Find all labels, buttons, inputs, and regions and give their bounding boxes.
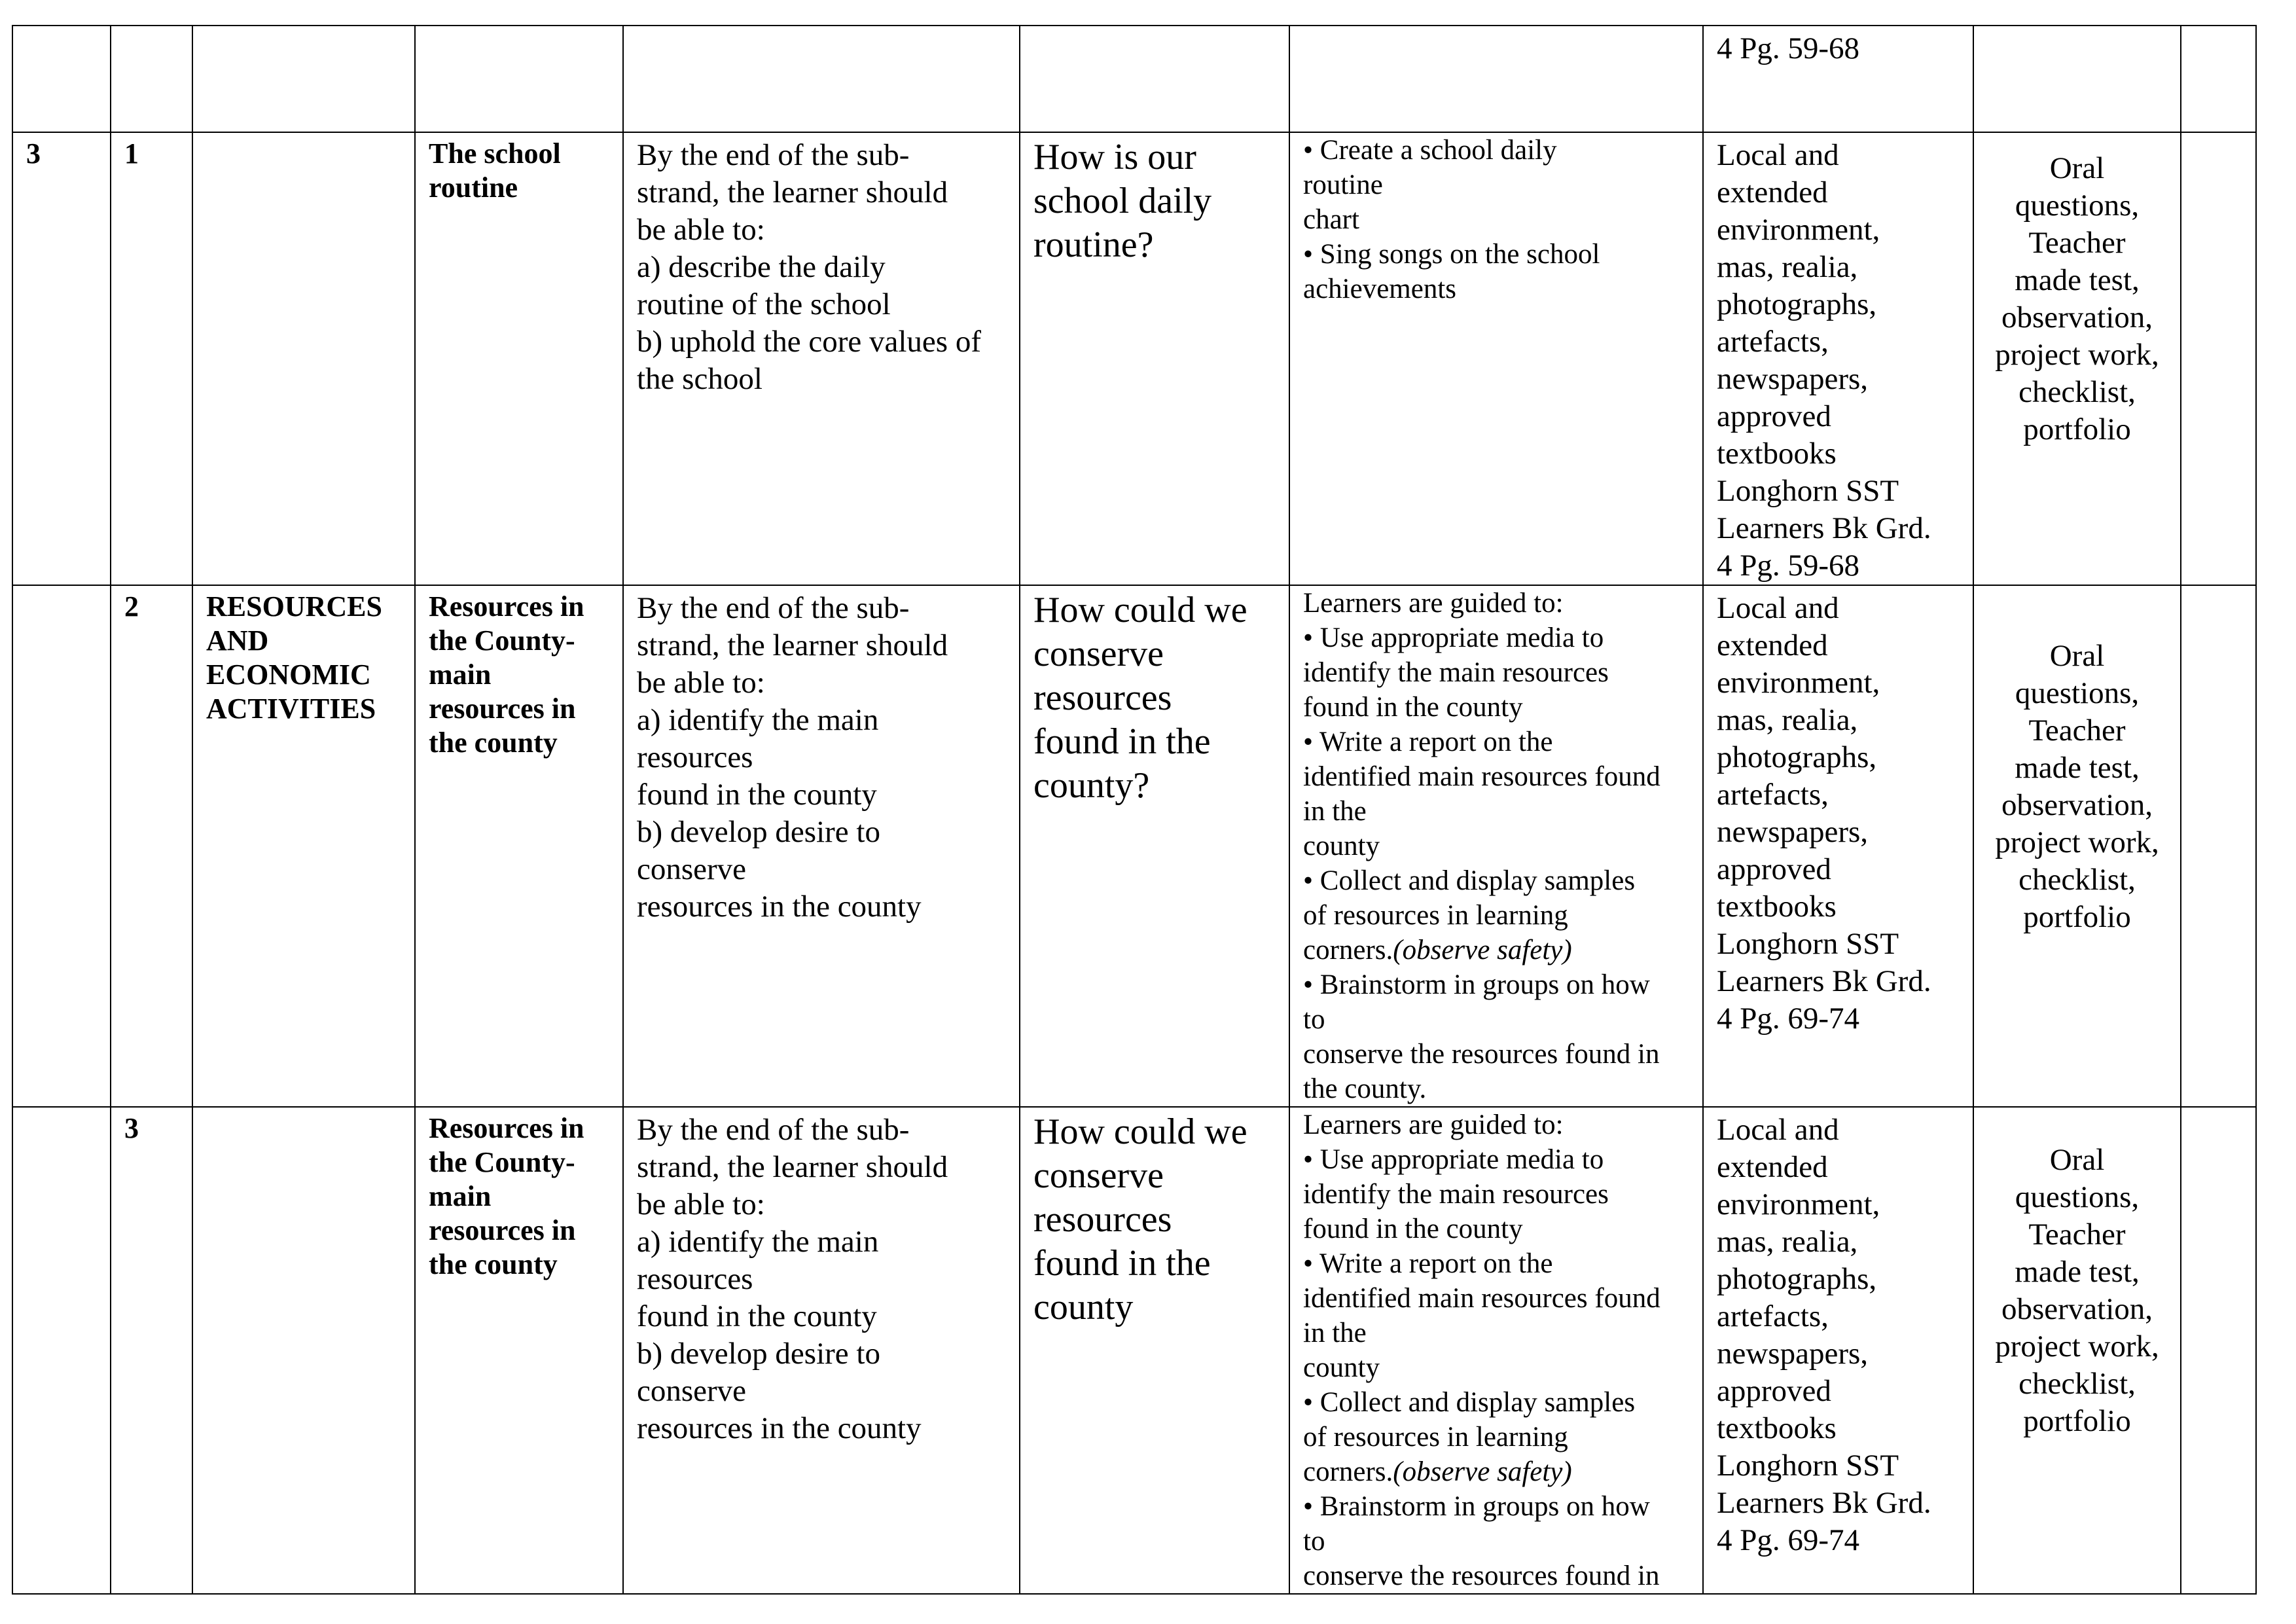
learning-activities-cell: [1289, 132, 1703, 585]
activity-text: • Brainstorm in groups on how to conserve the resources found in the county.: [1303, 969, 1660, 1104]
lesson-cell: 2: [111, 585, 192, 1107]
learning-outcomes-cell: [623, 26, 1020, 132]
inquiry-question-cell: How could we conserve resources found in the county: [1020, 1107, 1289, 1594]
reflection-cell: [2181, 26, 2256, 132]
activity-text: Learners are guided to: • Use appropriate media to identify the main resources found in the county • Write a report on the identified main resources found in the county • Collect and display samples of resources in learning corners.: [1303, 588, 1660, 965]
inquiry-question-cell: [1020, 26, 1289, 132]
week-cell: 3: [12, 132, 111, 585]
activity-text: • Brainstorm in groups on how to conserve the resources found in: [1303, 1491, 1660, 1591]
substrand-cell: [415, 26, 623, 132]
week-cell: [12, 26, 111, 132]
activity-text: • Create a school daily routine chart • Sing songs on the school achievements: [1303, 135, 1600, 304]
week-cell: [12, 1107, 111, 1594]
learning-resources-cell: Local and extended environment, mas, realia, photographs, artefacts, newspapers, approved textbooks Longhorn SST Learners Bk Grd. 4 Pg. 69-74: [1703, 585, 1973, 1107]
substrand-cell: The school routine: [415, 132, 623, 585]
learning-outcomes-cell: By the end of the sub- strand, the learner should be able to: a) identify the main resources found in the county b) develop desire to conserve resources in the county: [623, 585, 1020, 1107]
substrand-cell: Resources in the County- main resources in the county: [415, 1107, 623, 1594]
learning-activities-cell: [1289, 1107, 1703, 1594]
substrand-cell: Resources in the County- main resources in the county: [415, 585, 623, 1107]
activity-text: (observe safety): [1393, 1456, 1572, 1487]
inquiry-question-cell: How could we conserve resources found in the county?: [1020, 585, 1289, 1107]
assessment-cell: [1973, 132, 2181, 585]
learning-outcomes-cell: By the end of the sub- strand, the learner should be able to: a) describe the daily routine of the school b) uphold the core values of the school: [623, 132, 1020, 585]
assessment-text: Oral questions, Teacher made test, observation, project work, checklist, portfolio: [1995, 151, 2159, 446]
strand-cell: [192, 1107, 415, 1594]
table-row: [12, 585, 2256, 1107]
lesson-cell: 1: [111, 132, 192, 585]
strand-cell: [192, 26, 415, 132]
strand-cell: [192, 132, 415, 585]
lesson-cell: 3: [111, 1107, 192, 1594]
assessment-text: Oral questions, Teacher made test, observation, project work, checklist, portfolio: [1995, 1142, 2159, 1438]
reflection-cell: [2181, 132, 2256, 585]
assessment-cell: [1973, 26, 2181, 132]
inquiry-question-cell: How is our school daily routine?: [1020, 132, 1289, 585]
scheme-of-work-table: [12, 25, 2257, 1595]
activity-text: Learners are guided to: • Use appropriate media to identify the main resources found in the county • Write a report on the identified main resources found in the county • Collect and display samples of resources in learning corners.: [1303, 1110, 1660, 1487]
table-row: [12, 26, 2256, 132]
assessment-cell: [1973, 585, 2181, 1107]
learning-activities-cell: [1289, 26, 1703, 132]
week-cell: [12, 585, 111, 1107]
table-row: [12, 1107, 2256, 1594]
assessment-cell: [1973, 1107, 2181, 1594]
reflection-cell: [2181, 585, 2256, 1107]
learning-resources-cell: Local and extended environment, mas, realia, photographs, artefacts, newspapers, approved textbooks Longhorn SST Learners Bk Grd. 4 Pg. 59-68: [1703, 132, 1973, 585]
learning-outcomes-cell: By the end of the sub- strand, the learner should be able to: a) identify the main resources found in the county b) develop desire to conserve resources in the county: [623, 1107, 1020, 1594]
lesson-cell: [111, 26, 192, 132]
learning-activities-cell: [1289, 585, 1703, 1107]
learning-resources-cell: Local and extended environment, mas, realia, photographs, artefacts, newspapers, approved textbooks Longhorn SST Learners Bk Grd. 4 Pg. 69-74: [1703, 1107, 1973, 1594]
assessment-text: Oral questions, Teacher made test, observation, project work, checklist, portfolio: [1995, 638, 2159, 934]
reflection-cell: [2181, 1107, 2256, 1594]
activity-text: (observe safety): [1393, 935, 1572, 965]
learning-resources-cell: 4 Pg. 59-68: [1703, 26, 1973, 132]
table-row: [12, 132, 2256, 585]
strand-cell: RESOURCES AND ECONOMIC ACTIVITIES: [192, 585, 415, 1107]
